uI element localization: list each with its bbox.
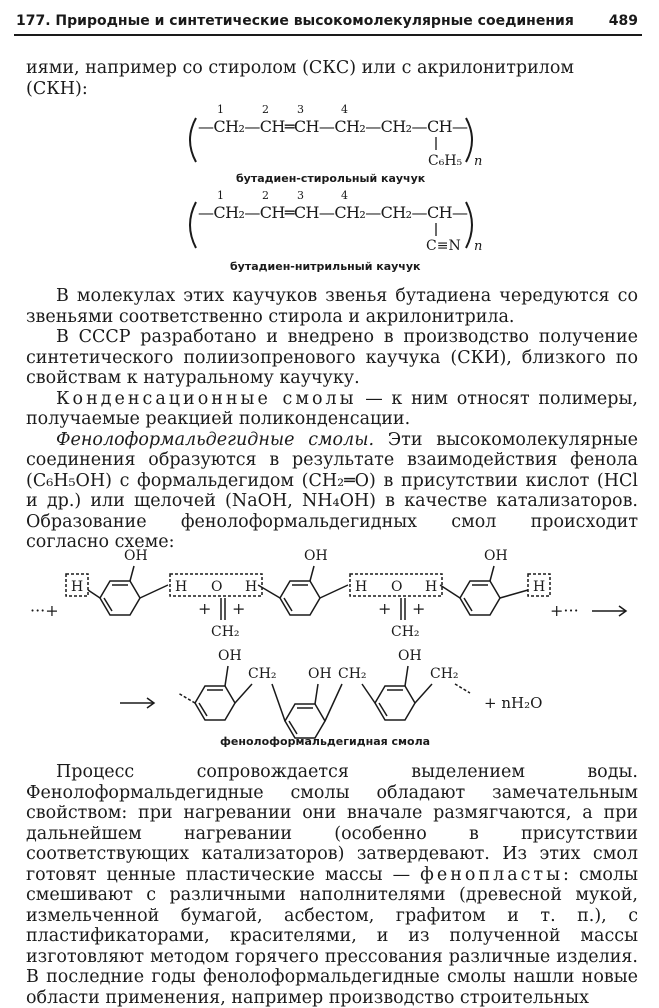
running-header <box>14 8 642 36</box>
oh-label: OH <box>398 648 422 664</box>
oh-label: OH <box>218 648 242 664</box>
h-label: H <box>175 579 188 595</box>
phenyl-substituent: C₆H₅ <box>428 153 463 169</box>
page-number: 489 <box>608 13 638 29</box>
atom-number: 1 <box>217 103 224 116</box>
paragraph <box>26 389 638 430</box>
nitrile-substituent: C≡N <box>426 238 461 254</box>
plus-sign: + <box>378 599 392 618</box>
caption-styrene-rubber: бутадиен-стирольный каучук <box>236 172 426 185</box>
atom-number: 2 <box>262 189 269 202</box>
term-condensation-resins: Конденсационные смолы <box>56 388 357 409</box>
caption-nitrile-rubber: бутадиен-нитрильный каучук <box>230 260 421 273</box>
intro-line-2: (СКН): <box>26 78 88 99</box>
h-label: H <box>425 579 438 595</box>
paragraph: В СССР разработано и внедрено в производство получение синтетического полиизопренового каучука (СКИ), близкого по свойствам к натуральному каучуку. <box>26 327 638 388</box>
h-label: H <box>533 579 546 595</box>
section-title: 177. Природные и синтетические высокомолекулярные соединения <box>16 13 574 29</box>
atom-number: 3 <box>297 103 304 116</box>
paragraph <box>26 762 638 1008</box>
atom-number: 2 <box>262 103 269 116</box>
ch2-label: CH₂ <box>211 624 240 640</box>
h-label: H <box>71 579 84 595</box>
h-label: H <box>355 579 368 595</box>
plus-sign: + <box>412 599 426 618</box>
intro-line-1: иями, например со стиролом (СКС) или с акрилонитрилом <box>26 58 575 78</box>
water-product: + nH₂O <box>484 694 543 712</box>
ch2-label: CH₂ <box>391 624 420 640</box>
polymer-chain: —CH₂—CH═CH—CH₂—CH₂—CH— <box>198 203 468 222</box>
subscript-n: n <box>474 154 483 169</box>
trailing-plus-dots: +··· <box>550 601 579 620</box>
o-label: O <box>391 579 403 595</box>
paragraph: В молекулах этих каучуков звенья бутадиена чередуются со звеньями соответственно стирола и акрилонитрила. <box>26 286 638 327</box>
ch2-label: CH₂ <box>338 666 367 682</box>
atom-number: 1 <box>217 189 224 202</box>
paragraph-text: — к ним относят полимеры, получаемые реакцией поликонденсации. <box>26 388 638 429</box>
body-paragraphs <box>26 286 638 553</box>
caption-phenol-formaldehyde-resin: фенолоформальдегидная смола <box>220 735 431 748</box>
paragraph-text: Эти высокомолекулярные соединения образуются в результате взаимодействия фенола (C₆H₅OH) с формальдегидом (CH₂═O) в присутствии кислот (HCl и др.) или щелочей (NaOH, NH₄OH) в качестве катализаторов. Образование фенолоформальдегидных смол происходит согласно схеме: <box>26 429 638 552</box>
formula-nitrile-butadiene <box>190 189 482 273</box>
atom-number: 3 <box>297 189 304 202</box>
formula-styrene-butadiene <box>190 103 482 185</box>
paragraph <box>26 430 638 553</box>
plus-sign: + <box>232 599 246 618</box>
atom-number: 4 <box>341 189 348 202</box>
oh-label: OH <box>124 548 148 564</box>
intro-text <box>26 58 638 99</box>
leading-dots-plus: ···+ <box>30 601 59 620</box>
plus-sign: + <box>198 599 212 618</box>
atom-number: 4 <box>341 103 348 116</box>
oh-label: OH <box>304 548 328 564</box>
paragraph-text: Процесс сопровождается выделением воды. Фенолоформальдегидные смолы обладают замечательным свойством: при нагревании они вначале размягчаются, а при дальнейшем нагревании (особенно в присутствии соответствующих катализаторов) затвердевают. Из этих смол готовят ценные пластические массы — <box>26 762 638 885</box>
polymer-chain: —CH₂—CH═CH—CH₂—CH₂—CH— <box>198 117 468 136</box>
o-label: O <box>211 579 223 595</box>
final-paragraph <box>26 762 638 1008</box>
ch2-label: CH₂ <box>248 666 277 682</box>
paragraph-text: : смолы смешивают с различными наполнителями (древесной мукой, измельченной бумагой, асбестом, графитом и т. п.), с пластификаторами, красителями, и из полученной массы изготовляют методом горячего прессования различные изделия. В последние годы фенолоформальдегидные смолы нашли новые области применения, например производство строительных <box>26 864 638 1008</box>
subscript-n: n <box>474 239 483 254</box>
term-phenol-formaldehyde: Фенолоформальдегидные смолы. <box>56 429 375 450</box>
term-phenoplasts: фенопласты <box>420 864 564 885</box>
h-label: H <box>245 579 258 595</box>
oh-label: OH <box>308 666 332 682</box>
ch2-label: CH₂ <box>430 666 459 682</box>
oh-label: OH <box>484 548 508 564</box>
